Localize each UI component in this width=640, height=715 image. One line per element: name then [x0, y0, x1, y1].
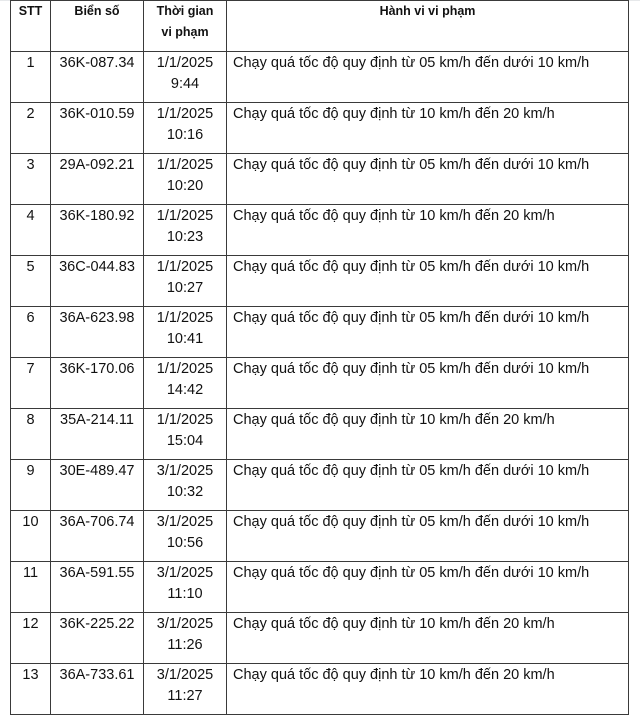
cell-clock: 10:23 — [166, 229, 204, 245]
cell-time — [144, 511, 227, 562]
cell-time — [144, 358, 227, 409]
cell-date: 3/1/2025 — [156, 514, 214, 530]
cell-clock: 15:04 — [166, 433, 204, 449]
cell-time — [144, 307, 227, 358]
cell-stt: 6 — [11, 307, 51, 358]
cell-time — [144, 664, 227, 715]
header-plate: Biển số — [51, 1, 144, 52]
cell-date: 1/1/2025 — [156, 55, 214, 71]
cell-violation: Chạy quá tốc độ quy định từ 10 km/h đến 20 km/h — [227, 205, 629, 256]
cell-date: 1/1/2025 — [156, 412, 214, 428]
cell-date: 3/1/2025 — [156, 565, 214, 581]
table-row — [11, 358, 629, 409]
cell-violation: Chạy quá tốc độ quy định từ 05 km/h đến dưới 10 km/h — [227, 562, 629, 613]
cell-stt: 4 — [11, 205, 51, 256]
cell-violation: Chạy quá tốc độ quy định từ 05 km/h đến dưới 10 km/h — [227, 256, 629, 307]
table-row — [11, 205, 629, 256]
cell-date: 3/1/2025 — [156, 463, 214, 479]
cell-date: 3/1/2025 — [156, 616, 214, 632]
cell-date: 1/1/2025 — [156, 310, 214, 326]
cell-plate: 36K-225.22 — [51, 613, 144, 664]
cell-clock: 11:27 — [167, 688, 203, 704]
cell-clock: 10:27 — [166, 280, 204, 296]
header-stt: STT — [11, 1, 51, 52]
cell-time — [144, 256, 227, 307]
cell-time — [144, 154, 227, 205]
cell-stt: 3 — [11, 154, 51, 205]
cell-violation: Chạy quá tốc độ quy định từ 10 km/h đến 20 km/h — [227, 613, 629, 664]
header-time — [144, 1, 227, 52]
cell-time — [144, 52, 227, 103]
cell-stt: 9 — [11, 460, 51, 511]
violations-table — [10, 0, 629, 715]
header-time-line2: vi phạm — [161, 25, 209, 39]
cell-stt: 5 — [11, 256, 51, 307]
table-row — [11, 52, 629, 103]
cell-time — [144, 103, 227, 154]
cell-violation: Chạy quá tốc độ quy định từ 05 km/h đến dưới 10 km/h — [227, 52, 629, 103]
cell-clock: 11:26 — [167, 637, 203, 653]
cell-clock: 10:56 — [166, 535, 204, 551]
cell-clock: 14:42 — [166, 382, 204, 398]
cell-clock: 10:32 — [166, 484, 204, 500]
cell-stt: 2 — [11, 103, 51, 154]
cell-stt: 8 — [11, 409, 51, 460]
cell-clock: 11:10 — [167, 586, 203, 602]
table-row — [11, 511, 629, 562]
cell-plate: 29A-092.21 — [51, 154, 144, 205]
table-row — [11, 256, 629, 307]
cell-violation: Chạy quá tốc độ quy định từ 10 km/h đến 20 km/h — [227, 409, 629, 460]
cell-plate: 36K-170.06 — [51, 358, 144, 409]
table-row — [11, 103, 629, 154]
cell-violation: Chạy quá tốc độ quy định từ 05 km/h đến dưới 10 km/h — [227, 154, 629, 205]
cell-clock: 10:20 — [166, 178, 204, 194]
cell-plate: 35A-214.11 — [51, 409, 144, 460]
cell-plate: 36A-733.61 — [51, 664, 144, 715]
cell-date: 1/1/2025 — [156, 106, 214, 122]
cell-clock: 10:41 — [166, 331, 204, 347]
cell-stt: 13 — [11, 664, 51, 715]
cell-plate: 36A-591.55 — [51, 562, 144, 613]
cell-stt: 10 — [11, 511, 51, 562]
table-row — [11, 562, 629, 613]
cell-stt: 12 — [11, 613, 51, 664]
cell-stt: 11 — [11, 562, 51, 613]
cell-clock: 9:44 — [170, 76, 200, 92]
cell-plate: 36A-623.98 — [51, 307, 144, 358]
cell-plate: 36K-180.92 — [51, 205, 144, 256]
table-row — [11, 664, 629, 715]
header-time-line1: Thời gian — [156, 4, 214, 18]
cell-clock: 10:16 — [166, 127, 204, 143]
cell-plate: 36C-044.83 — [51, 256, 144, 307]
cell-time — [144, 205, 227, 256]
table-row — [11, 460, 629, 511]
cell-violation: Chạy quá tốc độ quy định từ 05 km/h đến dưới 10 km/h — [227, 358, 629, 409]
cell-plate: 36A-706.74 — [51, 511, 144, 562]
cell-time — [144, 409, 227, 460]
cell-violation: Chạy quá tốc độ quy định từ 10 km/h đến 20 km/h — [227, 103, 629, 154]
cell-plate: 36K-010.59 — [51, 103, 144, 154]
header-violation: Hành vi vi phạm — [227, 1, 629, 52]
table-header-row — [11, 1, 629, 52]
cell-date: 1/1/2025 — [156, 361, 214, 377]
table-row — [11, 307, 629, 358]
cell-date: 3/1/2025 — [156, 667, 214, 683]
cell-stt: 1 — [11, 52, 51, 103]
cell-time — [144, 613, 227, 664]
cell-violation: Chạy quá tốc độ quy định từ 05 km/h đến dưới 10 km/h — [227, 460, 629, 511]
cell-plate: 36K-087.34 — [51, 52, 144, 103]
cell-time — [144, 460, 227, 511]
cell-violation: Chạy quá tốc độ quy định từ 05 km/h đến dưới 10 km/h — [227, 511, 629, 562]
cell-time — [144, 562, 227, 613]
cell-stt: 7 — [11, 358, 51, 409]
cell-violation: Chạy quá tốc độ quy định từ 10 km/h đến 20 km/h — [227, 664, 629, 715]
cell-date: 1/1/2025 — [156, 208, 214, 224]
cell-date: 1/1/2025 — [156, 259, 214, 275]
table-row — [11, 409, 629, 460]
table-row — [11, 613, 629, 664]
table-row — [11, 154, 629, 205]
cell-violation: Chạy quá tốc độ quy định từ 05 km/h đến dưới 10 km/h — [227, 307, 629, 358]
cell-plate: 30E-489.47 — [51, 460, 144, 511]
cell-date: 1/1/2025 — [156, 157, 214, 173]
